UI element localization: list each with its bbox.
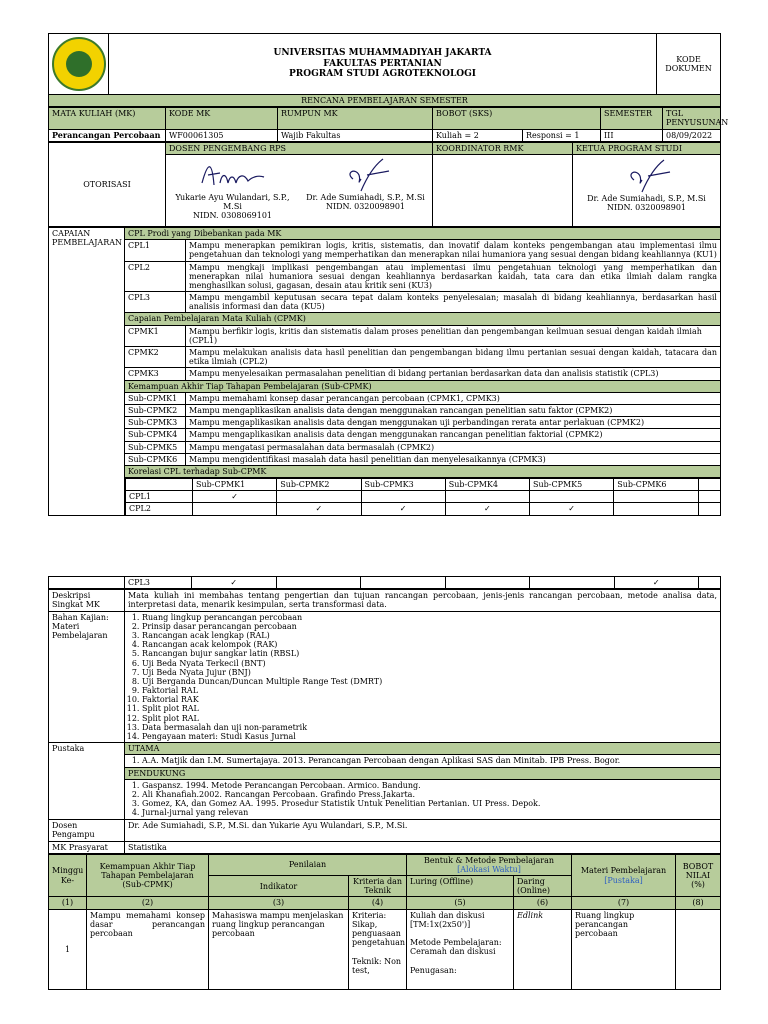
dosen-pengembang-label: DOSEN PENGEMBANG RPS — [166, 142, 433, 154]
check-mark — [445, 577, 530, 589]
korelasi-col: Sub-CPMK3 — [361, 479, 445, 491]
col-number: (8) — [676, 897, 721, 909]
week-kemampuan: Mampu memahami konsep dasar perancangan percobaan — [87, 909, 209, 989]
capaian-table — [48, 227, 721, 516]
col-number: (5) — [407, 897, 514, 909]
bahan-item: 7. Uji Beda Nyata Jujur (BNJ) — [142, 668, 717, 677]
dosen1-block — [166, 155, 299, 221]
info-table — [48, 589, 721, 854]
rps-page-2 — [48, 576, 721, 990]
dosen-signatures — [166, 154, 433, 226]
faculty-name: FAKULTAS PERTANIAN — [323, 58, 442, 69]
sub-cpmk-text: Mampu mengaplikasikan analisis data dengan menggunakan rancangan penelitian faktorial (CPMK2) — [186, 429, 721, 441]
label-bobot: BOBOT (SKS) — [433, 108, 601, 129]
sub-cpmk-text: Mampu memahami konsep dasar perancangan percobaan (CPMK1, CPMK3) — [186, 392, 721, 404]
header-luring: Luring (Offline) — [407, 876, 514, 897]
check-mark — [614, 491, 698, 503]
check-mark — [361, 577, 446, 589]
check-mark — [276, 577, 361, 589]
sub-cpmk-code: Sub-CPMK5 — [125, 441, 186, 453]
korelasi-extra — [698, 491, 720, 503]
otorisasi-table — [48, 142, 721, 227]
cpl-text: Mampu mengambil keputusan secara tepat dalam konteks penyelesaian; masalah di bidang keahliannya, berdasarkan hasil analisis informasi dan data (KU5) — [186, 292, 721, 313]
signature-icon — [612, 158, 682, 194]
bahan-item: 14. Pengayaan materi: Studi Kasus Jurnal — [142, 732, 717, 741]
korelasi-wrapper — [125, 478, 721, 516]
cpmk-code: CPMK3 — [125, 368, 186, 380]
pustaka-pendukung-label: PENDUKUNG — [125, 767, 721, 779]
sub-cpmk-code: Sub-CPMK1 — [125, 392, 186, 404]
sub-cpmk-text: Mampu mengaplikasikan analisis data dengan menggunakan uji perbandingan rerata antar perlakuan (CPMK2) — [186, 417, 721, 429]
dosen2-name: Dr. Ade Sumiahadi, S.P., M.Si — [306, 192, 425, 202]
signature-icon — [198, 157, 268, 193]
cpl-text: Mampu mengkaji implikasi pengembangan atau implementasi ilmu pengetahuan teknologi yang memperhatikan dan menerapkan nilai humaniora sesuai dengan keahliannya berdasarkan kaidah, tata cara dan etika ilmiah dalam rangka menghasilkan solusi, gagasan, desain atau kritik seni (KU3) — [186, 261, 721, 292]
cpmk-code: CPMK2 — [125, 347, 186, 368]
bahan-item: 4. Rancangan acak kelompok (RAK) — [142, 640, 717, 649]
prasyarat-text: Statistika — [125, 841, 721, 853]
col-number: (1) — [49, 897, 87, 909]
dosen2-nidn: NIDN. 0320098901 — [325, 202, 406, 212]
col-number: (4) — [349, 897, 407, 909]
week-daring: Edlink — [514, 909, 572, 989]
header-bobot: BOBOT NILAI (%) — [676, 854, 721, 897]
cpmk-code: CPMK1 — [125, 325, 186, 346]
weekly-plan-table — [48, 854, 721, 990]
signature-icon — [331, 157, 401, 193]
korelasi-corner — [126, 479, 193, 491]
course-rumpun: Wajib Fakultas — [278, 129, 433, 141]
label-rumpun-mk: RUMPUN MK — [278, 108, 433, 129]
ketua-nidn: NIDN. 0320098901 — [606, 203, 687, 213]
sub-cpmk-code: Sub-CPMK3 — [125, 417, 186, 429]
korelasi-col: Sub-CPMK2 — [277, 479, 361, 491]
cpl-code: CPL3 — [125, 292, 186, 313]
check-mark: ✓ — [192, 577, 277, 589]
bahan-list-cell — [125, 611, 721, 743]
check-mark — [361, 491, 445, 503]
university-logo-icon — [52, 37, 106, 91]
pustaka-pendukung-cell — [125, 779, 721, 819]
korelasi-col: Sub-CPMK4 — [445, 479, 529, 491]
check-mark — [530, 491, 614, 503]
korelasi-row-code: CPL1 — [126, 491, 193, 503]
header-table — [48, 33, 721, 107]
korelasi-extra — [698, 479, 720, 491]
check-mark — [193, 503, 277, 515]
header-kriteria: Kriteria dan Teknik — [349, 876, 407, 897]
korelasi-continued-table — [48, 576, 721, 589]
capaian-label: CAPAIAN PEMBELAJARAN — [49, 227, 125, 515]
sub-cpmk-code: Sub-CPMK2 — [125, 404, 186, 416]
cpl-code: CPL1 — [125, 240, 186, 261]
dosen1-nidn: NIDN. 0308069101 — [192, 211, 273, 221]
bahan-item: 10. Faktorial RAK — [142, 695, 717, 704]
course-semester: III — [601, 129, 663, 141]
koordinator-cell — [433, 154, 573, 226]
koordinator-label: KOORDINATOR RMK — [433, 142, 573, 154]
korelasi-col: Sub-CPMK6 — [614, 479, 698, 491]
pustaka-pendukung-item: 4. Jurnal-jurnal yang relevan — [142, 808, 717, 817]
course-date: 08/09/2022 — [663, 129, 721, 141]
document-code: KODE DOKUMEN — [657, 34, 721, 95]
header-daring: Daring (Online) — [514, 876, 572, 897]
pustaka-utama-label: UTAMA — [125, 743, 721, 755]
check-mark: ✓ — [445, 503, 529, 515]
deskripsi-label: Deskripsi Singkat MK — [49, 590, 125, 611]
pustaka-label: Pustaka — [49, 743, 125, 819]
check-mark: ✓ — [530, 503, 614, 515]
bahan-item: 9. Faktorial RAL — [142, 686, 717, 695]
korelasi-header: Korelasi CPL terhadap Sub-CPMK — [125, 465, 721, 477]
header-bentuk — [407, 854, 572, 875]
week-indikator: Mahasiswa mampu menjelaskan ruang lingkup perancangan percobaan — [209, 909, 349, 989]
sub-cpmk-text: Mampu mengidentifikasi masalah data hasil penelitian dan menyelesaikannya (CPMK3) — [186, 453, 721, 465]
pustaka-utama-cell — [125, 755, 721, 767]
label-kode-mk: KODE MK — [166, 108, 278, 129]
prasyarat-label: MK Prasyarat — [49, 841, 125, 853]
rps-title: RENCANA PEMBELAJARAN SEMESTER — [49, 95, 721, 107]
week-bobot — [676, 909, 721, 989]
header-materi-pustaka: [Pustaka] — [604, 875, 643, 885]
sub-cpmk-text: Mampu mengatasi permasalahan data bermasalah (CPMK2) — [186, 441, 721, 453]
header-materi-text: Materi Pembelajaran — [580, 866, 667, 876]
sub-cpmk-code: Sub-CPMK4 — [125, 429, 186, 441]
logo-cell — [49, 34, 109, 95]
pustaka-pendukung-item: 1. Gaspansz. 1994. Metode Perancangan Percobaan. Armico. Bandung. — [142, 781, 717, 790]
bahan-item: 1. Ruang lingkup perancangan percobaan — [142, 613, 717, 622]
program-name: PROGRAM STUDI AGROTEKNOLOGI — [288, 69, 477, 80]
bahan-item: 5. Rancangan bujur sangkar latin (RBSL) — [142, 649, 717, 658]
dosen-pengampu-label: Dosen Pengampu — [49, 819, 125, 841]
col-number: (2) — [87, 897, 209, 909]
cpmk-text: Mampu berfikir logis, kritis dan sistematis dalam proses penelitian dan pengembangan keilmuan sesuai dengan kaidah ilmiah (CPL1) — [186, 325, 721, 346]
bahan-item: 8. Uji Berganda Duncan/Duncan Multiple Range Test (DMRT) — [142, 677, 717, 686]
dosen2-block — [299, 155, 432, 221]
bahan-item: 11. Split plot RAL — [142, 704, 717, 713]
col-number: (7) — [572, 897, 676, 909]
korelasi-col: Sub-CPMK1 — [193, 479, 277, 491]
university-name: UNIVERSITAS MUHAMMADIYAH JAKARTA — [273, 48, 492, 59]
korelasi-table — [125, 478, 721, 516]
bahan-label: Bahan Kajian: Materi Pembelajaran — [49, 611, 125, 743]
sub-cpmk-code: Sub-CPMK6 — [125, 453, 186, 465]
label-mata-kuliah: MATA KULIAH (MK) — [49, 108, 166, 129]
header-indikator: Indikator — [209, 876, 349, 897]
pustaka-pendukung-item: 2. Ali Khanafiah.2002. Rancangan Percobaan. Grafindo Press.Jakarta. — [142, 790, 717, 799]
pustaka-utama-item: 1. A.A. Matjik dan I.M. Sumertajaya. 2013. Perancangan Percobaan dengan Aplikasi SAS dan Minitab. IPB Press. Bogor. — [142, 756, 717, 765]
dosen1-name: Yukarie Ayu Wulandari, S.P., M.Si — [175, 192, 290, 212]
ketua-name: Dr. Ade Sumiahadi, S.P., M.Si — [587, 193, 706, 203]
header-minggu: Minggu Ke- — [49, 854, 87, 897]
bahan-item: 2. Prinsip dasar perancangan percobaan — [142, 622, 717, 631]
check-mark: ✓ — [193, 491, 277, 503]
ketua-label: KETUA PROGRAM STUDI — [573, 142, 721, 154]
week-kriteria: Kriteria: Sikap, penguasaan pengetahuan Teknik: Non test, — [349, 909, 407, 989]
korelasi-col: Sub-CPMK5 — [530, 479, 614, 491]
institution-block — [109, 34, 657, 95]
label-semester: SEMESTER — [601, 108, 663, 129]
bahan-item: 13. Data bermasalah dan uji non-parametrik — [142, 723, 717, 732]
korelasi-extra — [699, 577, 721, 589]
course-name: Perancangan Percobaan — [49, 129, 166, 141]
check-mark — [277, 491, 361, 503]
bahan-item: 3. Rancangan acak lengkap (RAL) — [142, 631, 717, 640]
otorisasi-label: OTORISASI — [49, 142, 166, 226]
col-number: (6) — [514, 897, 572, 909]
cpmk-text: Mampu menyelesaikan permasalahan penelitian di bidang pertanian berdasarkan data dan analisis statistik (CPL3) — [186, 368, 721, 380]
col-number: (3) — [209, 897, 349, 909]
label-tgl: TGL PENYUSUNAN — [663, 108, 721, 129]
header-materi — [572, 854, 676, 897]
dosen-pengampu-text: Dr. Ade Sumiahadi, S.P., M.Si. dan Yukarie Ayu Wulandari, S.P., M.Si. — [125, 819, 721, 841]
check-mark: ✓ — [361, 503, 445, 515]
check-mark — [614, 503, 698, 515]
header-kemampuan: Kemampuan Akhir Tiap Tahapan Pembelajaran (Sub-CPMK) — [87, 854, 209, 897]
header-penilaian: Penilaian — [209, 854, 407, 875]
bahan-item: 12. Split plot RAL — [142, 714, 717, 723]
header-bentuk-alokasi: [Alokasi Waktu] — [457, 864, 521, 874]
bahan-item: 6. Uji Beda Nyata Terkecil (BNT) — [142, 659, 717, 668]
sub-cpmk-text: Mampu mengaplikasikan analisis data dengan menggunakan rancangan penelitian satu faktor (CPMK2) — [186, 404, 721, 416]
rps-page-1 — [48, 33, 729, 516]
header-bentuk-text: Bentuk & Metode Pembelajaran — [423, 855, 555, 865]
week-materi: Ruang lingkup perancangan percobaan — [572, 909, 676, 989]
course-info-table — [48, 107, 729, 142]
cpl-header: CPL Prodi yang Dibebankan pada MK — [125, 227, 721, 239]
check-mark: ✓ — [614, 577, 699, 589]
check-mark: ✓ — [277, 503, 361, 515]
bahan-list — [142, 613, 717, 742]
cpl-code: CPL2 — [125, 261, 186, 292]
korelasi-row-code: CPL2 — [126, 503, 193, 515]
sub-cpmk-header: Kemampuan Akhir Tiap Tahapan Pembelajaran (Sub-CPMK) — [125, 380, 721, 392]
korelasi-continued-label — [49, 577, 125, 589]
korelasi-extra — [698, 503, 720, 515]
week-luring: Kuliah dan diskusi [TM:1x(2x50')] Metode Pembelajaran: Ceramah dan diskusi Penugasan: — [407, 909, 514, 989]
cpl-text: Mampu menerapkan pemikiran logis, kritis, sistematis, dan inovatif dalam konteks pengembangan atau implementasi ilmu pengetahuan dan teknologi yang memperhatikan dan menerapkan nilai humaniora yang sesuai dengan bidang keahliannya (KU1) — [186, 240, 721, 261]
deskripsi-text: Mata kuliah ini membahas tentang pengertian dan tujuan rancangan percobaan, jenis-jenis rancangan percobaan, metode analisa data, interpretasi data, menarik kesimpulan, serta transformasi data. — [125, 590, 721, 611]
cpmk-text: Mampu melakukan analisis data hasil penelitian dan pengembangan bidang ilmu pertanian sesuai dengan kaidah, tatacara dan etika ilmiah (CPL2) — [186, 347, 721, 368]
check-mark — [530, 577, 615, 589]
course-responsi: Responsi = 1 — [523, 129, 601, 141]
week-number: 1 — [49, 909, 87, 989]
pustaka-pendukung-item: 3. Gomez, KA, dan Gomez AA. 1995. Prosedur Statistik Untuk Penelitian Pertanian. UI Press. Depok. — [142, 799, 717, 808]
cpmk-header: Capaian Pembelajaran Mata Kuliah (CPMK) — [125, 313, 721, 325]
course-code: WF00061305 — [166, 129, 278, 141]
course-kuliah: Kuliah = 2 — [433, 129, 523, 141]
korelasi-row-code: CPL3 — [125, 577, 192, 589]
check-mark — [445, 491, 529, 503]
ketua-block — [573, 154, 721, 226]
